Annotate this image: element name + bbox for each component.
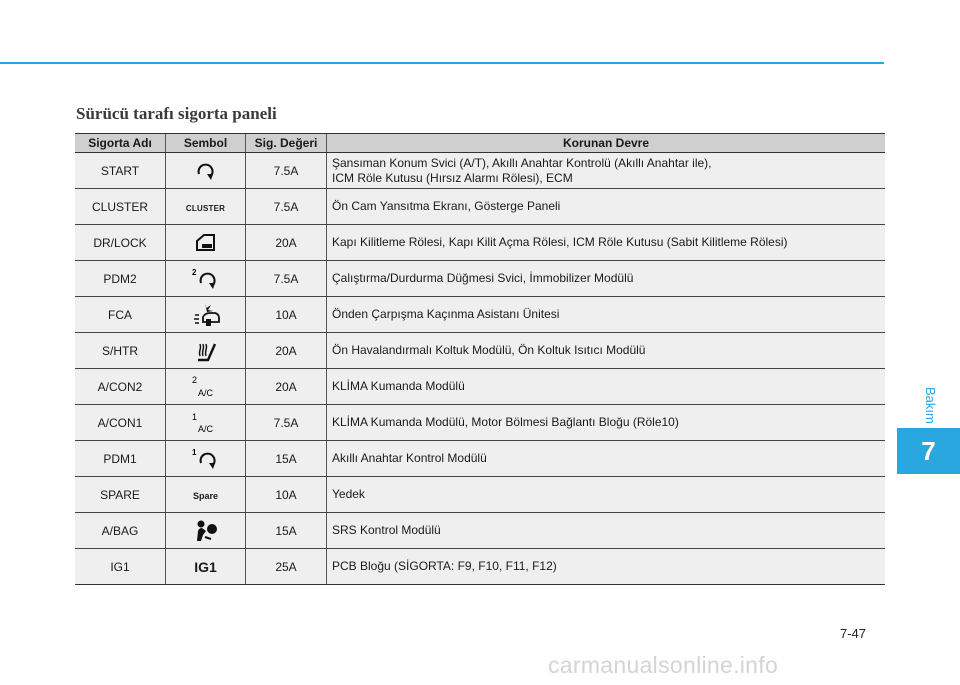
header-protected-circuit: Korunan Devre xyxy=(327,134,886,153)
table-row xyxy=(75,405,885,441)
circuit-line: Akıllı Anahtar Kontrol Modülü xyxy=(332,451,487,465)
top-rule xyxy=(0,62,884,64)
fuse-symbol xyxy=(166,513,246,549)
circuit-line: ICM Röle Kutusu (Hırsız Alarmı Rölesi), ECM xyxy=(332,170,573,185)
table-row xyxy=(75,369,885,405)
circuit-line: PCB Bloğu (SİGORTA: F9, F10, F11, F12) xyxy=(332,559,557,573)
protected-circuit xyxy=(327,333,886,369)
page-number: 7-47 xyxy=(840,626,867,641)
protected-circuit xyxy=(327,189,886,225)
symbol-text: A/C xyxy=(197,387,213,398)
circuit-line: KLİMA Kumanda Modülü, Motor Bölmesi Bağlantı Bloğu (Röle10) xyxy=(332,415,679,429)
fuse-symbol xyxy=(166,261,246,297)
fuse-symbol xyxy=(166,477,246,513)
table-row xyxy=(75,441,885,477)
fuse-name: START xyxy=(75,153,166,189)
circuit-line: Çalıştırma/Durdurma Düğmesi Svici, İmmobilizer Modülü xyxy=(332,271,634,285)
fuse-value: 20A xyxy=(246,369,327,405)
fuse-name: FCA xyxy=(75,297,166,333)
fuse-name: SPARE xyxy=(75,477,166,513)
airbag-icon xyxy=(193,519,219,543)
symbol-superscript: 1 xyxy=(191,411,197,422)
fuse-symbol xyxy=(166,333,246,369)
start-icon xyxy=(192,267,220,291)
fuse-name: A/CON2 xyxy=(75,369,166,405)
table-row xyxy=(75,189,885,225)
fuse-symbol xyxy=(166,153,246,189)
fuse-value: 7.5A xyxy=(246,261,327,297)
protected-circuit xyxy=(327,369,886,405)
symbol-text: A/C xyxy=(197,423,213,434)
fuse-value: 7.5A xyxy=(246,153,327,189)
fuse-name: CLUSTER xyxy=(75,189,166,225)
fuse-name: DR/LOCK xyxy=(75,225,166,261)
symbol-superscript: 2 xyxy=(191,374,197,385)
seat-heater-icon xyxy=(194,339,218,363)
fuse-symbol xyxy=(166,405,246,441)
protected-circuit xyxy=(327,549,886,585)
fuse-value: 20A xyxy=(246,333,327,369)
fuse-value: 25A xyxy=(246,549,327,585)
start-icon xyxy=(192,447,220,471)
ac-symbol xyxy=(189,374,223,400)
protected-circuit xyxy=(327,405,886,441)
circuit-line: SRS Kontrol Modülü xyxy=(332,523,441,537)
table-row xyxy=(75,333,885,369)
fuse-symbol xyxy=(166,441,246,477)
fuse-value: 20A xyxy=(246,225,327,261)
symbol-superscript: 1 xyxy=(191,447,196,457)
table-row xyxy=(75,153,885,189)
protected-circuit xyxy=(327,477,886,513)
fuse-name: S/HTR xyxy=(75,333,166,369)
table-header-row xyxy=(75,134,885,153)
collision-icon xyxy=(191,302,221,328)
header-symbol: Sembol xyxy=(166,134,246,153)
circuit-line: Ön Cam Yansıtma Ekranı, Gösterge Paneli xyxy=(332,199,561,213)
fuse-symbol xyxy=(166,225,246,261)
circuit-line: Önden Çarpışma Kaçınma Asistanı Ünitesi xyxy=(332,307,560,321)
protected-circuit xyxy=(327,513,886,549)
table-row xyxy=(75,477,885,513)
chapter-side-label: Bakım xyxy=(923,386,938,424)
fuse-name: A/CON1 xyxy=(75,405,166,441)
fuse-name: IG1 xyxy=(75,549,166,585)
fuse-value: 10A xyxy=(246,477,327,513)
fuse-name: A/BAG xyxy=(75,513,166,549)
fuse-value: 15A xyxy=(246,513,327,549)
header-fuse-name: Sigorta Adı xyxy=(75,134,166,153)
fuse-symbol xyxy=(166,549,246,585)
fuse-symbol xyxy=(166,297,246,333)
fuse-name: PDM1 xyxy=(75,441,166,477)
start-icon xyxy=(195,160,217,182)
fuse-symbol xyxy=(166,369,246,405)
watermark: carmanualsonline.info xyxy=(548,652,779,678)
circuit-line: Ön Havalandırmalı Koltuk Modülü, Ön Koltuk Isıtıcı Modülü xyxy=(332,343,646,357)
header-fuse-value: Sig. Değeri xyxy=(246,134,327,153)
fuse-value: 7.5A xyxy=(246,189,327,225)
symbol-text: CLUSTER xyxy=(185,203,226,213)
fuse-table xyxy=(75,133,885,585)
protected-circuit xyxy=(327,297,886,333)
chapter-tab: 7 xyxy=(897,428,960,474)
circuit-line: Şansıman Konum Svici (A/T), Akıllı Anahtar Kontrolü (Akıllı Anahtar ile), xyxy=(332,155,712,170)
protected-circuit xyxy=(327,441,886,477)
protected-circuit xyxy=(327,153,886,189)
fuse-value: 7.5A xyxy=(246,405,327,441)
door-lock-icon xyxy=(194,232,218,254)
fuse-symbol xyxy=(166,189,246,225)
symbol-superscript: 2 xyxy=(191,267,196,277)
table-row xyxy=(75,513,885,549)
symbol-text: IG1 xyxy=(194,558,217,575)
table-row xyxy=(75,549,885,585)
circuit-line: Kapı Kilitleme Rölesi, Kapı Kilit Açma Rölesi, ICM Röle Kutusu (Sabit Kilitleme Rölesi) xyxy=(332,235,788,249)
table-row xyxy=(75,297,885,333)
ac-symbol xyxy=(189,410,223,436)
symbol-text: Spare xyxy=(192,490,218,501)
fuse-value: 15A xyxy=(246,441,327,477)
circuit-line: KLİMA Kumanda Modülü xyxy=(332,379,465,393)
section-title: Sürücü tarafı sigorta paneli xyxy=(76,104,277,123)
table-row xyxy=(75,261,885,297)
fuse-value: 10A xyxy=(246,297,327,333)
circuit-line: Yedek xyxy=(332,487,365,501)
protected-circuit xyxy=(327,225,886,261)
table-row xyxy=(75,225,885,261)
fuse-name: PDM2 xyxy=(75,261,166,297)
protected-circuit xyxy=(327,261,886,297)
